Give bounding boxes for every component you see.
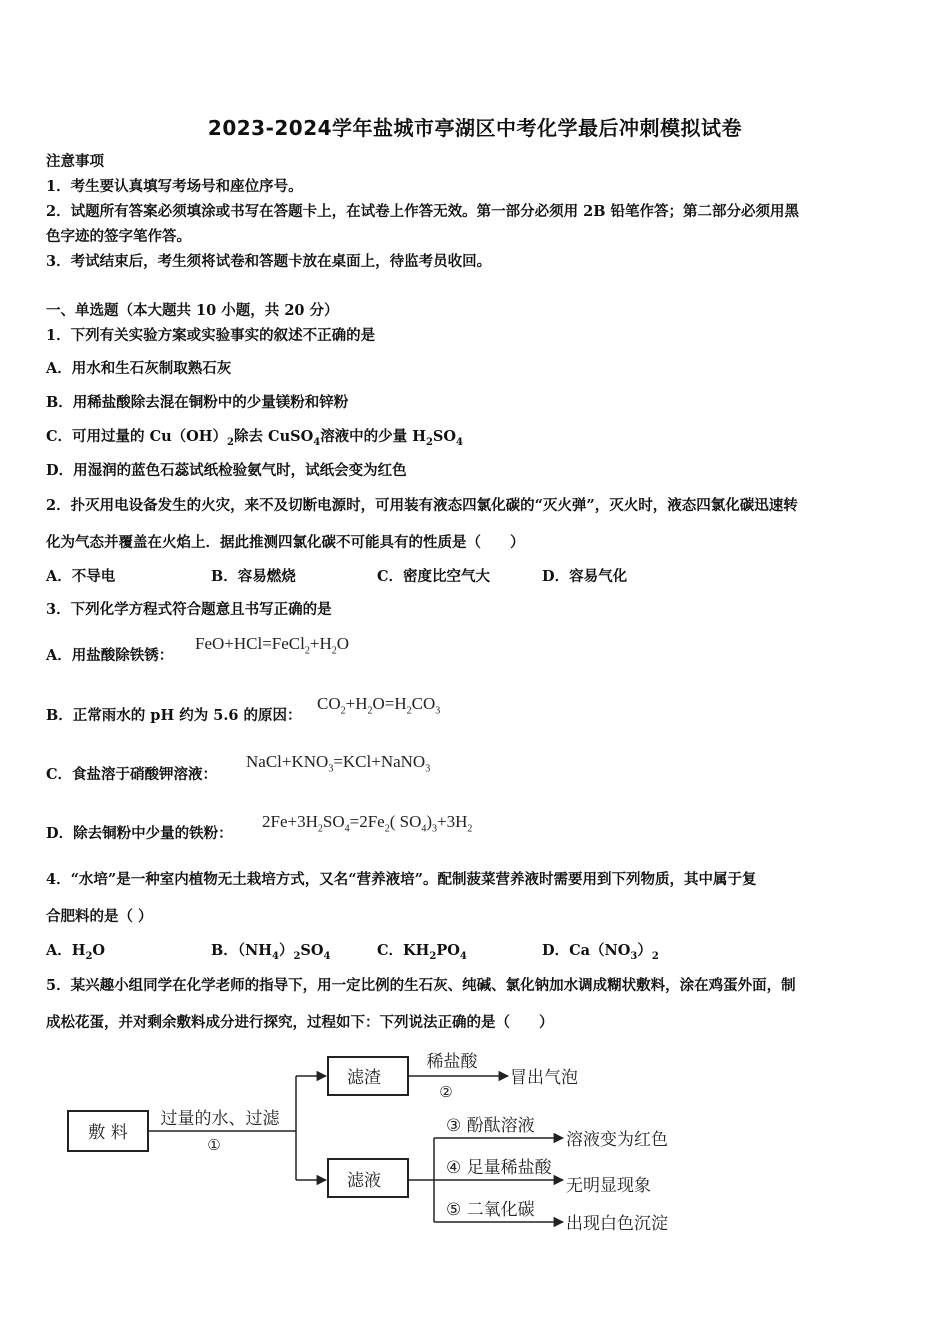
q2-stem-line2: 化为气态并覆盖在火焰上．据此推测四氯化碳不可能具有的性质是（ ） — [46, 534, 525, 551]
step5-label: ⑤ 二氧化碳 — [446, 1200, 535, 1220]
q3-stem: 3．下列化学方程式符合题意且书写正确的是 — [46, 601, 332, 618]
notice-item-3: 3．考试结束后，考生须将试卷和答题卡放在桌面上，待监考员收回。 — [46, 253, 492, 270]
q2-option-c: C．密度比空气大 — [377, 568, 491, 585]
section-heading: 一、单选题（本大题共 10 小题，共 20 分） — [46, 302, 339, 319]
notice-item-2-cont: 色字迹的签字笔作答。 — [46, 228, 191, 245]
q1-option-b: B．用稀盐酸除去混在铜粉中的少量镁粉和锌粉 — [46, 394, 349, 411]
step1-label: 过量的水、过滤 — [160, 1109, 280, 1129]
q4-option-d: D．$Ca(NO_3)_2$ — [542, 942, 659, 962]
step2-result: 冒出气泡 — [510, 1068, 578, 1088]
q1-stem: 1．下列有关实验方案或实验事实的叙述不正确的是 — [46, 327, 376, 344]
q3-option-d-formula: $2Fe+3H_2SO_4=2Fe_2$( $SO_4)_3+3H_2$ — [262, 812, 473, 835]
residue-label: 滤渣 — [347, 1068, 381, 1088]
q3-option-a-formula: $FeO+HCl=FeCl_2+H_2O$ — [195, 634, 350, 657]
step4-result: 无明显现象 — [566, 1176, 651, 1196]
filtrate-label: 滤液 — [347, 1171, 381, 1191]
q4-stem-line1: 4．“水培”是一种室内植物无土栽培方式，又名“营养液培”。配制菠菜营养液时需要用到下列物质，其中属于复 — [46, 871, 757, 888]
q4-option-c: C．$KH_2PO_4$ — [377, 942, 467, 962]
step3-result: 溶液变为红色 — [566, 1130, 668, 1150]
start-label: 敷 料 — [88, 1123, 128, 1143]
page-title: 2023-2024学年盐城市亭湖区中考化学最后冲刺模拟试卷 — [207, 116, 743, 140]
q2-stem-line1: 2．扑灭用电设备发生的火灾，来不及切断电源时，可用装有液态四氯化碳的“灭火弹”，灭火时，液态四氯化碳迅速转 — [46, 497, 798, 514]
q1-option-a: A．用水和生石灰制取熟石灰 — [46, 360, 232, 377]
q2-option-a: A．不导电 — [46, 568, 116, 585]
step5-result: 出现白色沉淀 — [566, 1214, 668, 1234]
q1-option-d: D．用湿润的蓝色石蕊试纸检验氨气时，试纸会变为红色 — [46, 462, 407, 479]
q3-option-b-formula: $CO_2+H_2O=H_2CO_3$ — [317, 694, 441, 717]
step2-number: ② — [439, 1083, 453, 1101]
q1-option-c: C．可用过量的 $Cu(OH)_2$除去 CuSO$_4$溶液中的少量 $H_2SO_4$ — [46, 428, 463, 448]
q4-option-a: A．$H_2O$ — [46, 942, 106, 962]
notice-heading: 注意事项 — [46, 153, 104, 170]
q3-option-a-label: A．用盐酸除铁锈： — [46, 647, 174, 664]
q5-stem-line1: 5．某兴趣小组同学在化学老师的指导下，用一定比例的生石灰、纯碱、氯化钠加水调成糊状敷料，涂在鸡蛋外面，制 — [46, 977, 796, 994]
notice-item-1: 1．考生要认真填写考场号和座位序号。 — [46, 178, 303, 195]
step1-number: ① — [207, 1136, 221, 1154]
q2-option-b: B．容易燃烧 — [211, 568, 296, 585]
q4-option-b: B．$(NH_4)_2SO_4$ — [211, 942, 331, 962]
q2-option-d: D．容易气化 — [542, 568, 628, 585]
step3-label: ③ 酚酞溶液 — [446, 1116, 535, 1136]
q3-option-c-label: C．食盐溶于硝酸钾溶液： — [46, 766, 218, 783]
q5-stem-line2: 成松花蛋，并对剩余敷料成分进行探究，过程如下：下列说法正确的是（ ） — [46, 1014, 554, 1031]
q4-stem-line2: 合肥料的是（ ） — [46, 908, 153, 925]
q3-option-c-formula: $NaCl+KNO_3=KCl+NaNO_3$ — [246, 752, 431, 775]
q3-option-d-label: D．除去铜粉中少量的铁粉： — [46, 825, 233, 842]
step4-label: ④ 足量稀盐酸 — [446, 1158, 552, 1178]
step2-label: 稀盐酸 — [426, 1052, 478, 1072]
q3-option-b-label: B．正常雨水的 pH 约为 5.6 的原因： — [46, 707, 302, 724]
notice-item-2: 2．试题所有答案必须填涂或书写在答题卡上，在试卷上作答无效。第一部分必须用 2B 铅笔作答；第二部分必须用黑 — [46, 203, 800, 220]
